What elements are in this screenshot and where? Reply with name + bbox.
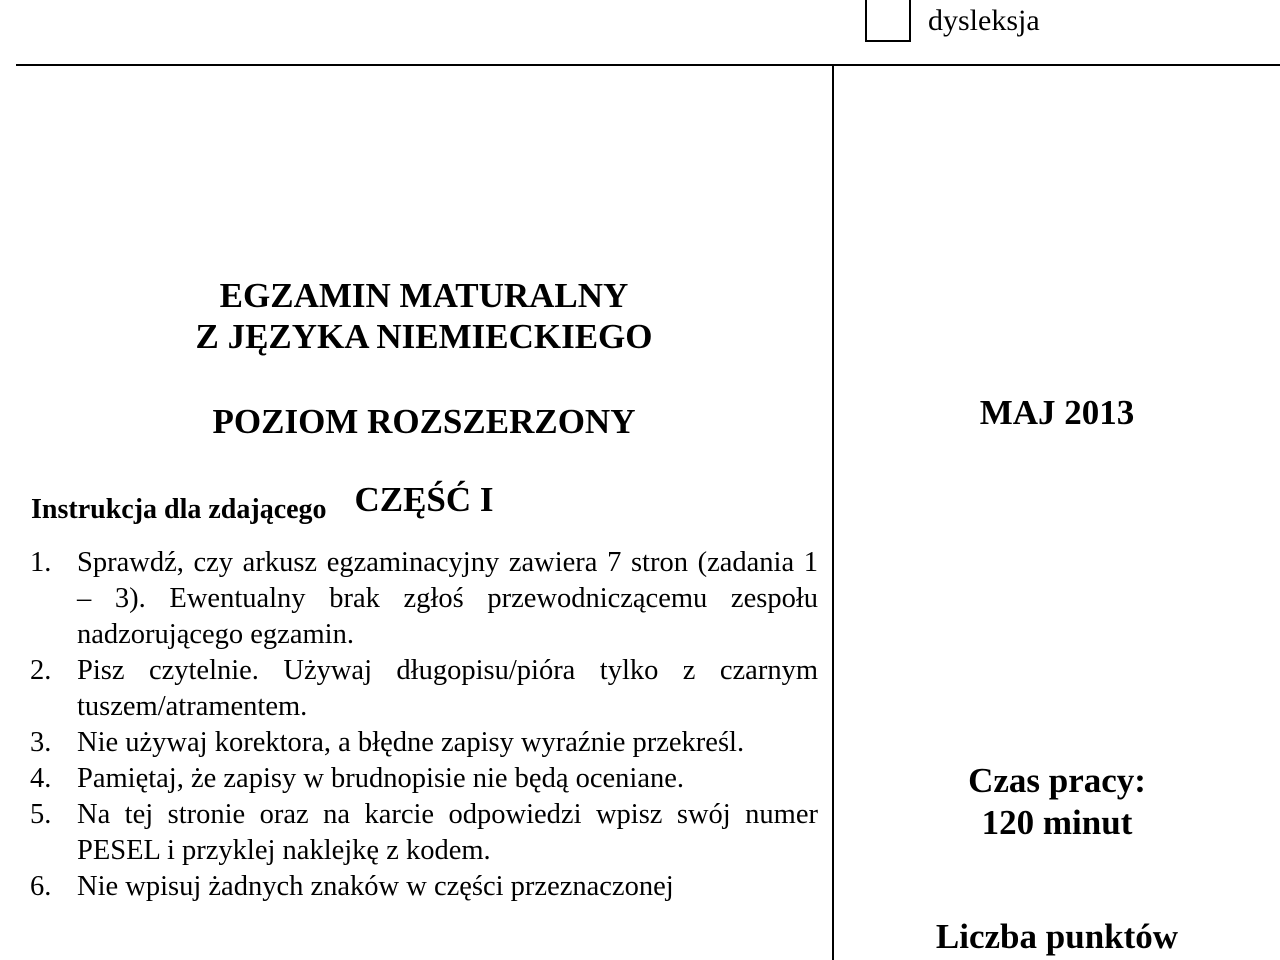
instruction-number: 2.: [30, 655, 52, 686]
dyslexia-label: dysleksja: [928, 4, 1040, 37]
instruction-text: Sprawdź, czy arkusz egzaminacyjny zawiera 7 stron (zadania 1 – 3). Ewentualny brak zgłoś przewodniczącemu zespołu nadzorującego egzamin.: [77, 547, 818, 650]
instruction-item: [30, 761, 818, 797]
time-value: 120 minut: [981, 803, 1133, 842]
instruction-text: Pisz czytelnie. Używaj długopisu/pióra tylko z czarnym tuszem/atramentem.: [77, 655, 818, 722]
exam-title-line2: Z JĘZYKA NIEMIECKIEGO: [195, 317, 653, 356]
exam-date: MAJ 2013: [979, 393, 1135, 432]
instruction-item: [30, 869, 818, 905]
instruction-number: 6.: [30, 871, 52, 902]
instruction-text: Pamiętaj, że zapisy w brudnopisie nie będą oceniane.: [77, 763, 684, 794]
instruction-item: [30, 653, 818, 725]
exam-title-line1: EGZAMIN MATURALNY: [219, 276, 629, 315]
instruction-text: Nie wpisuj żadnych znaków w części przeznaczonej: [77, 871, 674, 902]
instructions-heading: Instrukcja dla zdającego: [31, 494, 327, 525]
exam-level: POZIOM ROZSZERZONY: [212, 402, 636, 441]
instruction-number: 1.: [30, 547, 52, 578]
time-label: Czas pracy:: [968, 761, 1146, 800]
instruction-item: [30, 797, 818, 869]
dyslexia-checkbox[interactable]: [865, 0, 911, 42]
instruction-item: [30, 545, 818, 653]
instruction-item: [30, 725, 818, 761]
instruction-number: 4.: [30, 763, 52, 794]
instruction-text: Nie używaj korektora, a błędne zapisy wyraźnie przekreśl.: [77, 727, 745, 758]
points-label: Liczba punktów: [935, 917, 1179, 956]
instructions-list: [30, 545, 818, 905]
instruction-number: 5.: [30, 799, 52, 830]
instruction-text: Na tej stronie oraz na karcie odpowiedzi wpisz swój numer PESEL i przyklej naklejkę z kodem.: [77, 799, 818, 866]
instruction-number: 3.: [30, 727, 52, 758]
exam-part: CZĘŚĆ I: [354, 480, 494, 519]
